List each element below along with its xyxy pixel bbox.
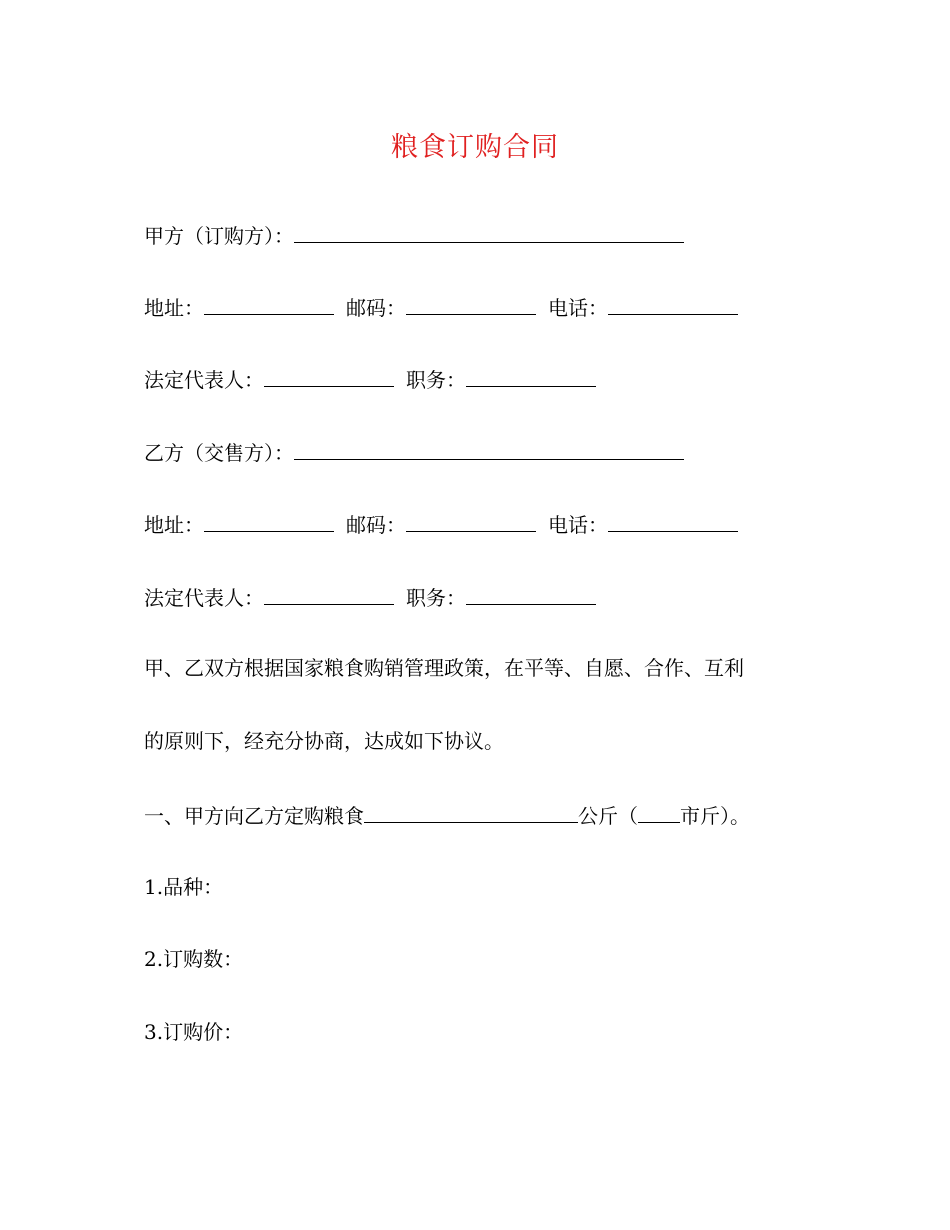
party-b-postcode-label: 邮码： xyxy=(346,513,406,537)
party-b-name-blank[interactable] xyxy=(294,437,684,460)
party-b-phone-label: 电话： xyxy=(548,513,608,537)
party-a-name-blank[interactable] xyxy=(294,220,684,243)
party-a-phone-blank[interactable] xyxy=(608,292,738,315)
party-a-line xyxy=(144,220,684,250)
intro-line-2: 的原则下，经充分协商，达成如下协议。 xyxy=(144,729,504,753)
party-a-position-label: 职务： xyxy=(406,368,466,392)
party-b-rep-line xyxy=(144,582,596,612)
party-b-rep-blank[interactable] xyxy=(264,582,394,605)
party-a-postcode-blank[interactable] xyxy=(406,292,536,315)
item-order-price: 3.订购价： xyxy=(144,1020,244,1044)
clause-1-prefix: 一、甲方向乙方定购粮食 xyxy=(144,804,364,828)
item-order-quantity: 2.订购数： xyxy=(144,947,244,971)
party-b-postcode-blank[interactable] xyxy=(406,509,536,532)
grain-quantity-jin-blank[interactable] xyxy=(638,800,680,823)
party-b-address-label: 地址： xyxy=(144,513,204,537)
party-b-contact-line xyxy=(144,509,738,539)
clause-1-suffix: 市斤）。 xyxy=(680,804,750,828)
clause-1-middle: 公斤（ xyxy=(578,804,638,828)
party-b-rep-label: 法定代表人： xyxy=(144,586,264,610)
grain-quantity-kg-blank[interactable] xyxy=(364,800,578,823)
party-a-position-blank[interactable] xyxy=(466,364,596,387)
document-title: 粮食订购合同 xyxy=(391,132,559,163)
party-b-position-blank[interactable] xyxy=(466,582,596,605)
party-b-label: 乙方（交售方）： xyxy=(144,441,294,465)
party-a-label: 甲方（订购方）： xyxy=(144,224,294,248)
party-a-rep-blank[interactable] xyxy=(264,364,394,387)
item-variety: 1.品种： xyxy=(144,875,224,899)
party-a-rep-line xyxy=(144,364,596,394)
party-a-address-blank[interactable] xyxy=(204,292,334,315)
party-b-phone-blank[interactable] xyxy=(608,509,738,532)
party-a-address-label: 地址： xyxy=(144,296,204,320)
clause-1-line xyxy=(144,800,750,830)
party-a-rep-label: 法定代表人： xyxy=(144,368,264,392)
intro-line-1: 甲、乙双方根据国家粮食购销管理政策，在平等、自愿、合作、互利 xyxy=(144,656,744,680)
party-b-line xyxy=(144,437,684,467)
party-b-position-label: 职务： xyxy=(406,586,466,610)
party-a-postcode-label: 邮码： xyxy=(346,296,406,320)
party-a-phone-label: 电话： xyxy=(548,296,608,320)
party-a-contact-line xyxy=(144,292,738,322)
party-b-address-blank[interactable] xyxy=(204,509,334,532)
